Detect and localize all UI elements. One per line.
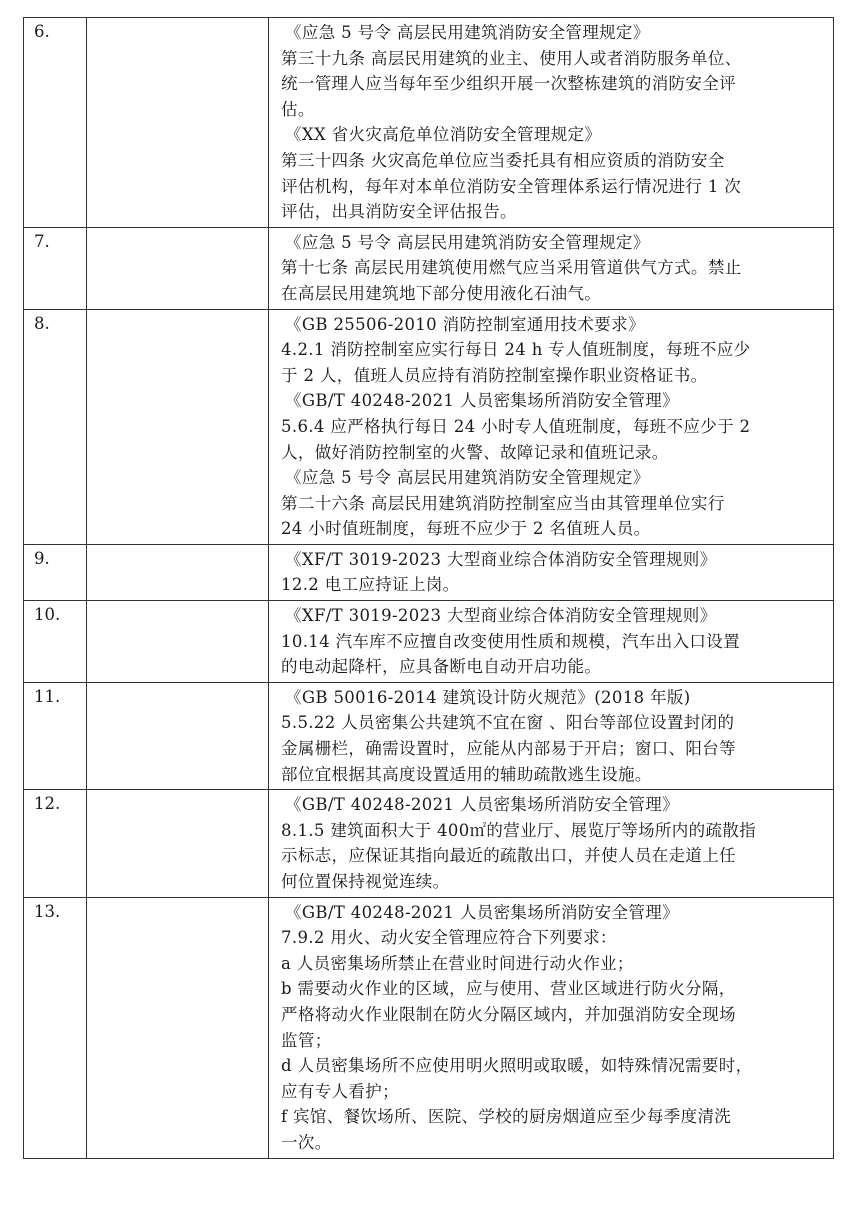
regulation-reference: 《应急 5 号令 高层民用建筑消防安全管理规定》 — [285, 23, 650, 42]
row-number: 6. — [24, 18, 87, 228]
regulation-text-line: 评估机构，每年对本单位消防安全管理体系运行情况进行 1 次 — [281, 176, 742, 196]
regulation-reference: 《GB 50016-2014 建筑设计防火规范》(2018 年版) — [285, 687, 691, 707]
regulation-text-line: 一次。 — [281, 1132, 332, 1152]
regulation-text-line: 第三十四条 火灾高危单位应当委托具有相应资质的消防安全 — [281, 150, 725, 170]
empty-cell — [87, 544, 269, 600]
regulation-reference: 《GB/T 40248-2021 人员密集场所消防安全管理》 — [285, 902, 679, 922]
row-number: 11. — [24, 682, 87, 789]
table-row — [24, 544, 834, 600]
row-number: 8. — [24, 309, 87, 544]
regulation-content — [269, 790, 834, 897]
regulation-text-line: f 宾馆、餐饮场所、医院、学校的厨房烟道应至少每季度清洗 — [281, 1107, 732, 1127]
regulation-text-line: 人，做好消防控制室的火警、故障记录和值班记录。 — [281, 442, 669, 462]
table-row — [24, 790, 834, 897]
row-number: 7. — [24, 227, 87, 309]
regulation-text-line: 12.2 电工应持证上岗。 — [281, 575, 460, 595]
regulations-table-body — [24, 18, 834, 1159]
regulation-text-line: 监管； — [281, 1030, 332, 1050]
regulation-text-line: a 人员密集场所禁止在营业时间进行动火作业； — [281, 953, 634, 973]
regulation-reference: 《XX 省火灾高危单位消防安全管理规定》 — [285, 125, 602, 145]
regulation-text-line: 7.9.2 用火、动火安全管理应符合下列要求： — [281, 928, 617, 948]
regulation-text-line: 评估，出具消防安全评估报告。 — [281, 202, 517, 222]
table-row — [24, 897, 834, 1158]
regulation-reference: 《应急 5 号令 高层民用建筑消防安全管理规定》 — [285, 468, 650, 488]
empty-cell — [87, 790, 269, 897]
table-row — [24, 309, 834, 544]
regulation-text-line: 在高层民用建筑地下部分使用液化石油气。 — [281, 283, 602, 303]
regulation-text-line: 第三十九条 高层民用建筑的业主、使用人或者消防服务单位、 — [281, 48, 742, 68]
regulation-text-line: 10.14 汽车库不应擅自改变使用性质和规模，汽车出入口设置 — [281, 631, 740, 651]
regulation-content — [269, 897, 834, 1158]
regulation-reference: 《XF/T 3019-2023 大型商业综合体消防安全管理规则》 — [285, 549, 717, 569]
regulation-text-line: 统一管理人应当每年至少组织开展一次整栋建筑的消防安全评 — [281, 74, 736, 94]
row-number: 9. — [24, 544, 87, 600]
empty-cell — [87, 227, 269, 309]
regulation-reference: 《GB/T 40248-2021 人员密集场所消防安全管理》 — [285, 795, 679, 815]
regulation-text-line: 第十七条 高层民用建筑使用燃气应当采用管道供气方式。禁止 — [281, 258, 742, 278]
regulation-reference: 《XF/T 3019-2023 大型商业综合体消防安全管理规则》 — [285, 606, 717, 626]
table-row — [24, 682, 834, 789]
row-number: 10. — [24, 601, 87, 683]
regulation-text-line: 示标志，应保证其指向最近的疏散出口，并使人员在走道上任 — [281, 846, 736, 866]
empty-cell — [87, 309, 269, 544]
regulation-text-line: 部位宜根据其高度设置适用的辅助疏散逃生设施。 — [281, 764, 652, 784]
regulation-text-line: 何位置保持视觉连续。 — [281, 872, 450, 891]
regulation-text-line: 5.5.22 人员密集公共建筑不宜在窗 、阳台等部位设置封闭的 — [281, 713, 735, 733]
regulation-text-line: 4.2.1 消防控制室应实行每日 24 h 专人值班制度，每班不应少 — [281, 340, 751, 360]
regulation-text-line: 于 2 人，值班人员应持有消防控制室操作职业资格证书。 — [281, 365, 708, 385]
regulation-text-line: 第二十六条 高层民用建筑消防控制室应当由其管理单位实行 — [281, 493, 725, 513]
empty-cell — [87, 897, 269, 1158]
regulation-text-line: 8.1.5 建筑面积大于 400㎡的营业厅、展览厅等场所内的疏散指 — [281, 820, 757, 840]
regulation-text-line: 严格将动火作业限制在防火分隔区域内，并加强消防安全现场 — [281, 1004, 736, 1024]
table-row — [24, 601, 834, 683]
empty-cell — [87, 18, 269, 228]
row-number: 12. — [24, 790, 87, 897]
regulation-text-line: d 人员密集场所不应使用明火照明或取暖，如特殊情况需要时， — [281, 1056, 753, 1076]
regulation-content — [269, 309, 834, 544]
regulations-table — [23, 17, 834, 1159]
regulation-content — [269, 682, 834, 789]
regulation-text-line: 金属栅栏，确需设置时，应能从内部易于开启；窗口、阳台等 — [281, 739, 736, 759]
table-row — [24, 227, 834, 309]
regulation-content — [269, 227, 834, 309]
regulation-text-line: 应有专人看护； — [281, 1081, 399, 1101]
regulation-reference: 《GB 25506-2010 消防控制室通用技术要求》 — [285, 314, 645, 334]
regulation-text-line: 5.6.4 应严格执行每日 24 小时专人值班制度，每班不应少于 2 — [281, 416, 751, 436]
regulation-reference: 《GB/T 40248-2021 人员密集场所消防安全管理》 — [285, 391, 679, 411]
empty-cell — [87, 682, 269, 789]
regulation-content — [269, 601, 834, 683]
row-number: 13. — [24, 897, 87, 1158]
regulation-text-line: b 需要动火作业的区域，应与使用、营业区域进行防火分隔， — [281, 979, 736, 999]
table-row — [24, 18, 834, 228]
empty-cell — [87, 601, 269, 683]
regulation-reference: 《应急 5 号令 高层民用建筑消防安全管理规定》 — [285, 232, 650, 252]
regulation-text-line: 的电动起降杆，应具备断电自动开启功能。 — [281, 657, 602, 677]
document-page — [23, 17, 834, 1159]
regulation-content — [269, 544, 834, 600]
regulation-text-line: 24 小时值班制度，每班不应少于 2 名值班人员。 — [281, 519, 651, 539]
regulation-content — [269, 18, 834, 228]
regulation-text-line: 估。 — [281, 99, 315, 119]
